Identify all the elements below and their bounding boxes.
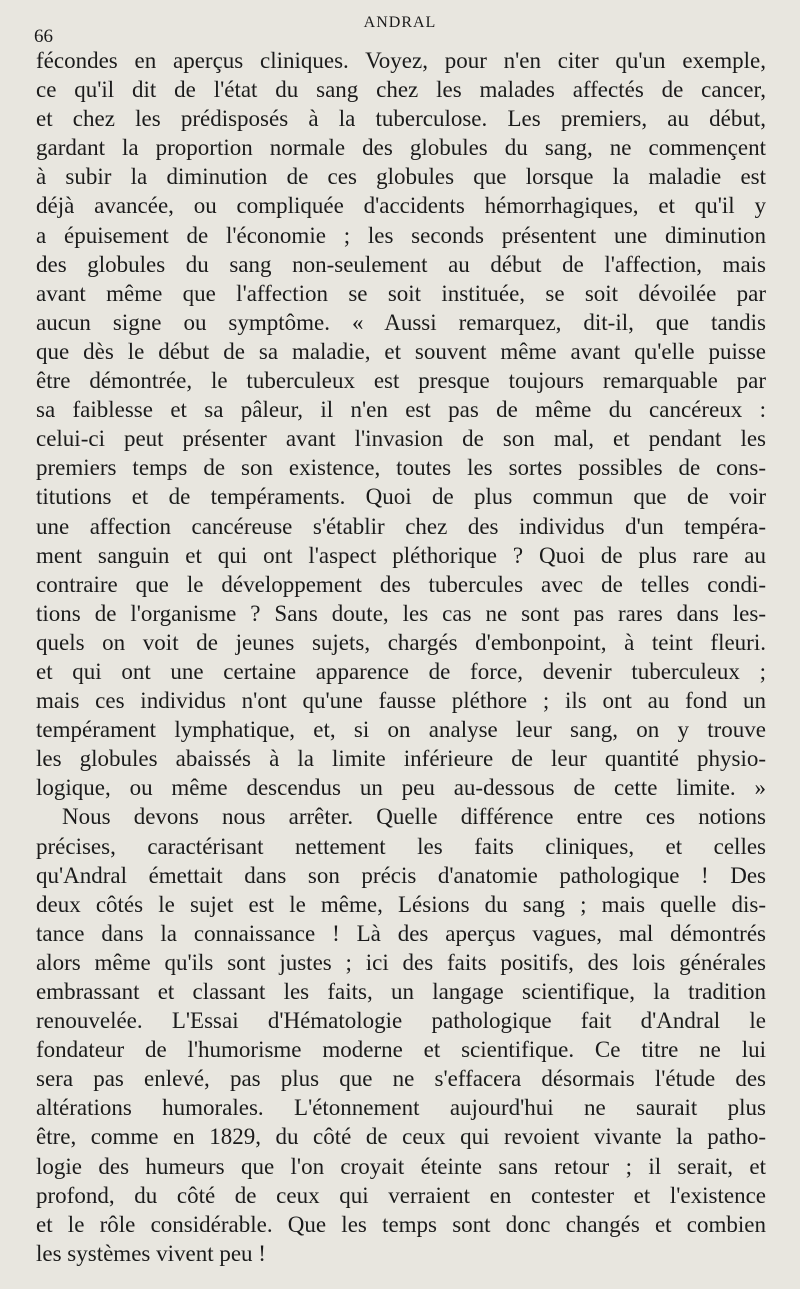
- text-line: gardant la proportion normale des globules du sang, ne commençent: [36, 135, 766, 161]
- text-line: les systèmes vivent peu !: [36, 1240, 266, 1266]
- text-line: et le rôle considérable. Que les temps sont donc changés et combien: [36, 1211, 766, 1237]
- text-line: ment sanguin et qui ont l'aspect pléthorique ? Quoi de plus rare au: [36, 542, 766, 568]
- text-line: logie des humeurs que l'on croyait éteinte sans retour ; il serait, et: [36, 1153, 766, 1179]
- text-line: mais ces individus n'ont qu'une fausse pléthore ; ils ont au fond un: [36, 688, 766, 714]
- text-line: à subir la diminution de ces globules que lorsque la maladie est: [36, 164, 766, 190]
- text-line: déjà avancée, ou compliquée d'accidents hémorrhagiques, et qu'il y: [36, 193, 766, 219]
- text-line: premiers temps de son existence, toutes les sortes possibles de cons-: [36, 455, 766, 481]
- text-line: aucun signe ou symptôme. « Aussi remarquez, dit-il, que tandis: [36, 309, 766, 335]
- text-line: embrassant et classant les faits, un langage scientifique, la tradition: [36, 979, 766, 1004]
- text-line: logique, ou même descendus un peu au-dessous de cette limite. »: [36, 775, 766, 801]
- text-line: sera pas enlevé, pas plus que ne s'effacera désormais l'étude des: [36, 1066, 766, 1092]
- text-line: des globules du sang non-seulement au début de l'affection, mais: [36, 251, 766, 277]
- text-line: fondateur de l'humorisme moderne et scientifique. Ce titre ne lui: [36, 1037, 766, 1063]
- page-number: 66: [34, 26, 53, 47]
- text-line: sa faiblesse et sa pâleur, il n'en est pas de même du cancéreux :: [36, 397, 766, 423]
- text-line: les globules abaissés à la limite inférieure de leur quantité physio-: [36, 746, 766, 772]
- text-line: et qui ont une certaine apparence de force, devenir tuberculeux ;: [36, 658, 766, 684]
- text-line: avant même que l'affection se soit instituée, se soit dévoilée par: [36, 280, 766, 306]
- text-line: renouvelée. L'Essai d'Hématologie pathologique fait d'Andral le: [36, 1008, 766, 1034]
- text-line: que dès le début de sa maladie, et souvent même avant qu'elle puisse: [36, 338, 766, 364]
- text-line: être, comme en 1829, du côté de ceux qui revoient vivante la patho-: [36, 1124, 766, 1150]
- text-line: altérations humorales. L'étonnement aujourd'hui ne saurait plus: [36, 1095, 766, 1121]
- text-line: et chez les prédisposés à la tuberculose. Les premiers, au début,: [36, 106, 766, 132]
- text-line: tempérament lymphatique, et, si on analyse leur sang, on y trouve: [36, 717, 766, 743]
- text-line: Nous devons nous arrêter. Quelle différence entre ces notions: [62, 804, 766, 830]
- text-line: qu'Andral émettait dans son précis d'anatomie pathologique ! Des: [36, 862, 766, 888]
- text-line: deux côtés le sujet est le même, Lésions du sang ; mais quelle dis-: [36, 891, 766, 917]
- text-line: précises, caractérisant nettement les faits cliniques, et celles: [36, 833, 766, 859]
- text-line: fécondes en aperçus cliniques. Voyez, pour n'en citer qu'un exemple,: [36, 48, 766, 73]
- running-head: ANDRAL: [363, 14, 437, 31]
- text-line: alors même qu'ils sont justes ; ici des faits positifs, des lois générales: [36, 949, 766, 975]
- text-line: quels on voit de jeunes sujets, chargés d'embonpoint, à teint fleuri.: [36, 629, 766, 655]
- text-line: tance dans la connaissance ! Là des aperçus vagues, mal démontrés: [36, 920, 766, 946]
- body-text: [36, 46, 766, 1268]
- text-line: tions de l'organisme ? Sans doute, les cas ne sont pas rares dans les-: [36, 600, 766, 626]
- text-line: titutions et de tempéraments. Quoi de plus commun que de voir: [36, 484, 766, 510]
- text-line: être démontrée, le tuberculeux est presque toujours remarquable par: [36, 368, 766, 394]
- text-line: a épuisement de l'économie ; les seconds présentent une diminution: [36, 222, 766, 248]
- text-line: profond, du côté de ceux qui verraient en contester et l'existence: [36, 1182, 766, 1208]
- text-line: une affection cancéreuse s'établir chez des individus d'un tempéra-: [36, 513, 766, 539]
- text-line: ce qu'il dit de l'état du sang chez les malades affectés de cancer,: [36, 77, 766, 103]
- text-line: celui-ci peut présenter avant l'invasion de son mal, et pendant les: [36, 426, 766, 452]
- text-line: contraire que le développement des tubercules avec de telles condi-: [36, 571, 766, 597]
